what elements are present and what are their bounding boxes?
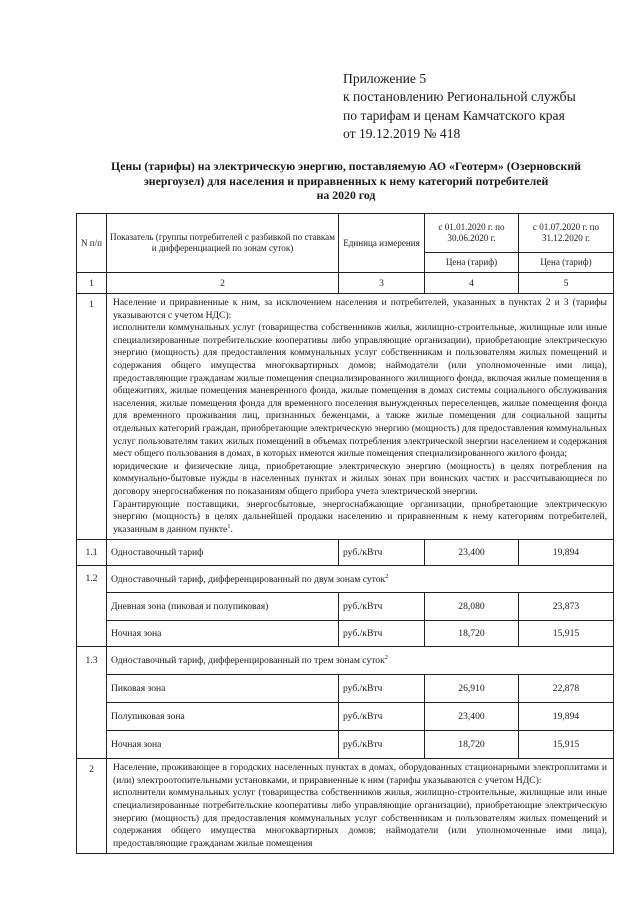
header-price-1: Цена (тариф) [425,253,519,273]
row-value-h1: 23,400 [425,540,519,566]
row-unit: руб./кВтч [339,675,425,703]
header-indicator: Показатель (группы потребителей с разбивкой по ставкам и дифференциацией по зонам суток) [107,214,339,273]
row-value-h2: 22,878 [519,675,614,703]
row-value-h1: 18,720 [425,621,519,647]
section-1-num: 1 [77,294,107,540]
row-value-h2: 15,915 [519,731,614,759]
header-price-2: Цена (тариф) [519,253,614,273]
row-label: Одноставочный тариф [107,540,339,566]
row-num: 1.1 [77,540,107,566]
colnum-2: 2 [107,273,339,294]
row-label: Пиковая зона [107,675,339,703]
section-1-description [107,294,614,540]
section-1-intro: Население и приравненные к ним, за исключением населения и потребителей, указанных в пунктах 2 и 3 (тарифы указываются с учетом НДС): [113,297,607,321]
appendix-date: от 19.12.2019 № 418 [343,126,461,142]
header-period-2: с 01.07.2020 г. по 31.12.2020 г. [519,214,614,253]
subsection-label: Одноставочный тариф, дифференцированный по трем зонам суток$^2$ [107,647,614,675]
appendix-reference [343,70,633,144]
appendix-authority: по тарифам и ценам Камчатского края [343,107,565,123]
section-2-num: 2 [77,759,107,854]
row-unit: руб./кВтч [339,703,425,731]
section-1-row [77,294,614,540]
row-value-h2: 15,915 [519,621,614,647]
colnum-1: 1 [77,273,107,294]
row-unit: руб./кВтч [339,540,425,566]
subsection-row [77,647,614,675]
table-row [77,703,614,731]
column-number-row [77,273,614,294]
table-row [77,593,614,621]
row-unit: руб./кВтч [339,593,425,621]
section-1-utilities: исполнители коммунальных услуг (товарищества собственников жилья, жилищно-строительные, жилищные или иные специализированные потребительские кооперативы либо управляющие организации), приобретающие электрическую энергию (мощность) для предоставления коммунальных услуг собственникам и пользователям жилых помещений и содержания общего имущества многоквартирных домов; наймодатели (или уполномоченные ими лица), предоставляющие гражданам жилые помещения специализированного жилищного фонда, включая жилые помещения в общежитиях, жилые помещения маневренного фонда, жилые помещения в домах системы социального обслуживания населения, жилые помещения фонда для временного поселения вынужденных переселенцев, жилые помещения фонда для временного проживания лиц, признанных беженцами, а также жилые помещения для социальной защиты отдельных категорий граждан, приобретающие электрическую энергию (мощность) для предоставления коммунальных услуг пользователям таких жилых помещений в объемах потребления электрической энергии населением и содержания мест общего пользования в домах, в которых имеются жилые помещения специализированного жилого фонда; [113,322,607,460]
row-unit: руб./кВтч [339,621,425,647]
row-label: Ночная зона [107,731,339,759]
section-2-description [107,759,614,854]
row-num: 1.2 [77,566,107,647]
subsection-row [77,566,614,593]
section-2-intro: Население, проживающее в городских населенных пунктах в домах, оборудованных стационарными электроплитами и (или) электроотопительными установками, и приравненные к ним (тарифы указываются с учетом НДС): [113,762,607,786]
row-value-h1: 18,720 [425,731,519,759]
table-row [77,675,614,703]
header-num: N п/п [77,214,107,273]
row-num: 1.3 [77,647,107,759]
row-label: Дневная зона (пиковая и полупиковая) [107,593,339,621]
row-value-h2: 23,873 [519,593,614,621]
row-value-h1: 23,400 [425,703,519,731]
table-row [77,731,614,759]
title-line-1: Цены (тарифы) на электрическую энергию, поставляемую АО «Геотерм» (Озерновский [111,159,581,173]
title-line-2: энергоузел) для населения и приравненных к нему категорий потребителей [143,173,549,188]
section-2-utilities: исполнители коммунальных услуг (товарищества собственников жилья, жилищно-строительные, жилищные или иные специализированные потребительские кооперативы либо управляющие организации), приобретающие электрическую энергию (мощность) для предоставления коммунальных услуг собственникам и пользователям жилых помещений и содержания общего имущества многоквартирных домов; наймодатели (или уполномоченные ими лица), предоставляющие гражданам жилые помещения [113,787,607,849]
section-1-legal-entities: юридические и физические лица, приобретающие электрическую энергию (мощность) в целях потребления на коммунально-бытовые нужды в населенных пунктах и жилых зонах при воинских частях и рассчитывающиеся по договору энергоснабжения по показаниям общего прибора учета электрической энергии. [113,460,607,497]
row-unit: руб./кВтч [339,731,425,759]
colnum-4: 4 [425,273,519,294]
tariff-table [76,213,614,854]
subsection-label: Одноставочный тариф, дифференцированный по двум зонам суток$^2$ [107,566,614,593]
header-unit: Единица измерения [339,214,425,273]
row-label: Ночная зона [107,621,339,647]
table-row [77,621,614,647]
row-value-h1: 28,080 [425,593,519,621]
row-value-h2: 19,894 [519,540,614,566]
colnum-3: 3 [339,273,425,294]
row-label: Полупиковая зона [107,703,339,731]
appendix-number: Приложение 5 [343,71,427,86]
appendix-resolution: к постановлению Региональной службы [343,89,576,105]
header-row [77,214,614,253]
section-2-row [77,759,614,854]
footnote-ref-2: 2 [385,572,389,580]
section-1-suppliers: Гарантирующие поставщики, энергосбытовые, энергоснабжающие организации, приобретающие электрическую энергию (мощность) в целях дальнейшей продажи населению и приравненным к нему категориям потребителей, указанным в данном пункте$^1$. [113,498,607,535]
table-row [77,540,614,566]
document-title [82,159,610,203]
row-value-h2: 19,894 [519,703,614,731]
footnote-ref-1: 1 [227,522,231,530]
footnote-ref-2: 2 [384,654,389,662]
colnum-5: 5 [519,273,614,294]
title-line-3: на 2020 год [316,188,376,203]
header-period-1: с 01.01.2020 г. по 30.06.2020 г. [425,214,519,253]
row-value-h1: 26,910 [425,675,519,703]
